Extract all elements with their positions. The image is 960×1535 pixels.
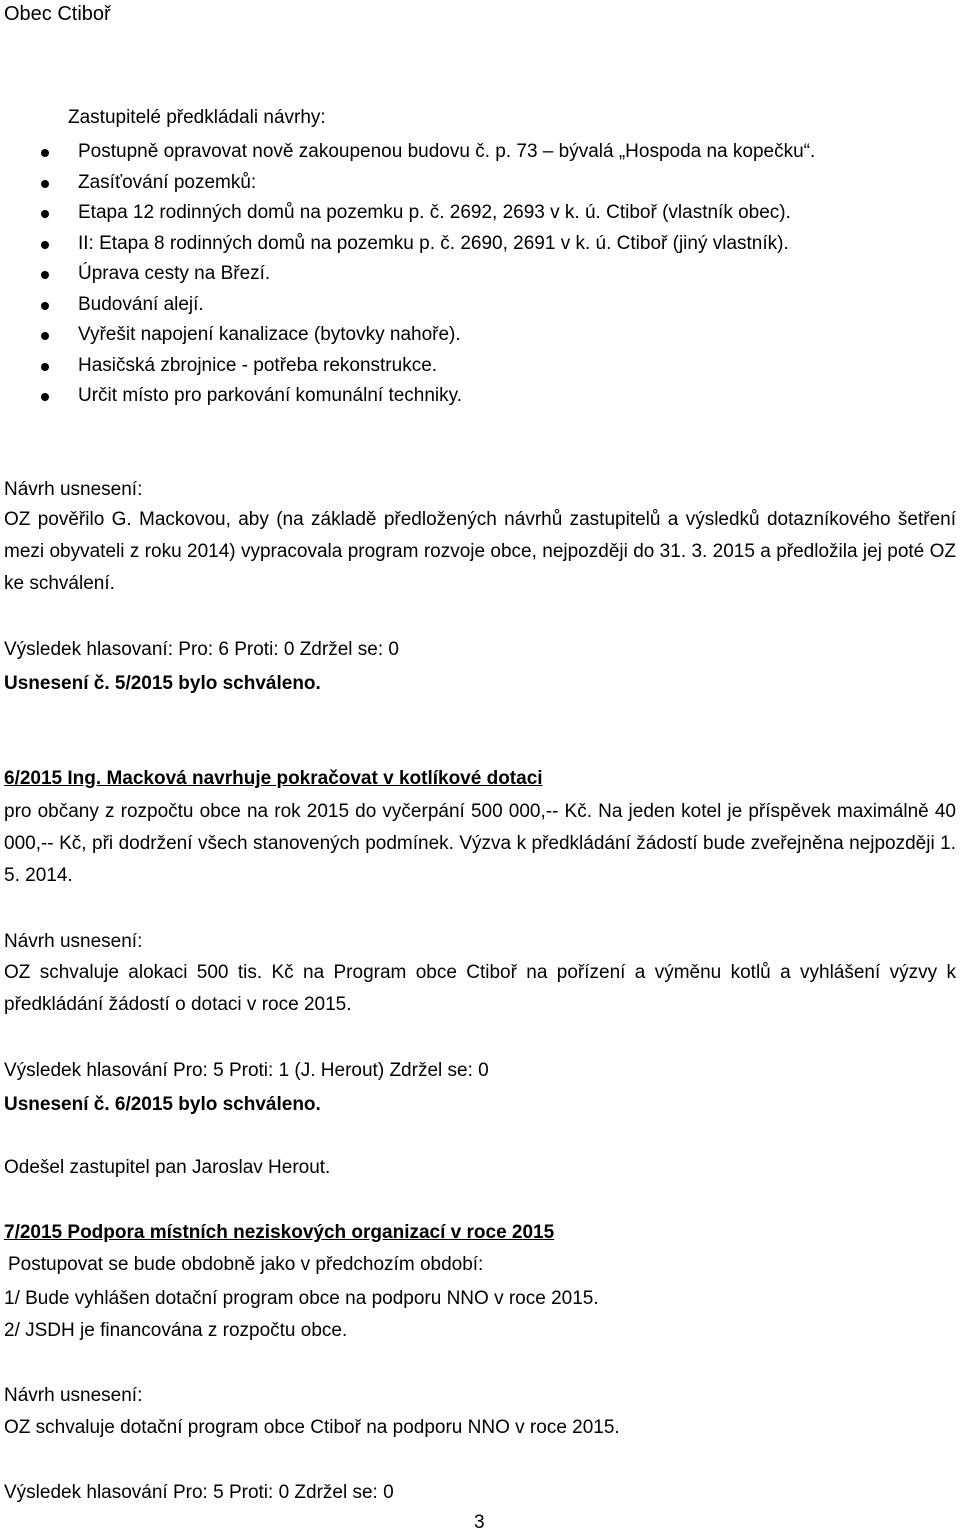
list-item: Zasíťování pozemků: bbox=[0, 171, 815, 202]
vote-result: Výsledek hlasování Pro: 5 Proti: 0 Zdržel se: 0 bbox=[4, 1482, 394, 1503]
approved-statement: Usnesení č. 6/2015 bylo schváleno. bbox=[4, 1094, 321, 1115]
section-line: 1/ Bude vyhlášen dotační program obce na podporu NNO v roce 2015. bbox=[4, 1288, 599, 1309]
resolution-label: Návrh usnesení: bbox=[4, 931, 143, 952]
note: Odešel zastupitel pan Jaroslav Herout. bbox=[4, 1157, 331, 1178]
resolution-text: OZ pověřilo G. Mackovou, aby (na základě předložených návrhů zastupitelů a výsledků dotazníkového šetření mezi obyvateli z roku 2014) vypracovala program rozvoje obce, nejpozději do 31. 3. 2015 a předložila jej poté OZ ke schválení. bbox=[4, 509, 956, 594]
list-item: Postupně opravovat nově zakoupenou budovu č. p. 73 – bývalá „Hospoda na kopečku“. bbox=[0, 140, 815, 171]
vote-result: Výsledek hlasovaní: Pro: 6 Proti: 0 Zdržel se: 0 bbox=[4, 639, 399, 660]
list-item: II: Etapa 8 rodinných domů na pozemku p. č. 2690, 2691 v k. ú. Ctiboř (jiný vlastník). bbox=[0, 232, 815, 263]
proposals-intro: Zastupitelé předkládali návrhy: bbox=[68, 107, 326, 128]
vote-result: Výsledek hlasování Pro: 5 Proti: 1 (J. Herout) Zdržel se: 0 bbox=[4, 1060, 489, 1081]
approved-statement: Usnesení č. 5/2015 bylo schváleno. bbox=[4, 673, 321, 694]
resolution-label: Návrh usnesení: bbox=[4, 1385, 143, 1406]
section-heading: 7/2015 Podpora místních neziskových organizací v roce 2015 bbox=[4, 1222, 555, 1243]
section-heading: 6/2015 Ing. Macková navrhuje pokračovat v kotlíkové dotaci bbox=[4, 768, 543, 789]
page-number: 3 bbox=[474, 1512, 485, 1533]
section-line: Postupovat se bude obdobně jako v předchozím období: bbox=[8, 1254, 484, 1275]
list-item: Úprava cesty na Březí. bbox=[0, 262, 815, 293]
section-body: pro občany z rozpočtu obce na rok 2015 do vyčerpání 500 000,-- Kč. Na jeden kotel je příspěvek maximálně 40 000,-- Kč, při dodržení všech stanovených podmínek. Výzva k předkládání žádostí bude zveřejněna nejpozději 1. 5. 2014. bbox=[4, 801, 956, 886]
resolution-text: OZ schvaluje alokaci 500 tis. Kč na Program obce Ctiboř na pořízení a výměnu kotlů a vyhlášení výzvy k předkládání žádostí o dotaci v roce 2015. bbox=[4, 962, 956, 1015]
list-item: Hasičská zbrojnice - potřeba rekonstrukce. bbox=[0, 354, 815, 385]
page-header: Obec Ctiboř bbox=[4, 3, 111, 25]
list-item: Etapa 12 rodinných domů na pozemku p. č. 2692, 2693 v k. ú. Ctiboř (vlastník obec). bbox=[0, 201, 815, 232]
resolution-label: Návrh usnesení: bbox=[4, 479, 143, 500]
resolution-text: OZ schvaluje dotační program obce Ctiboř na podporu NNO v roce 2015. bbox=[4, 1417, 620, 1438]
proposals-list bbox=[0, 140, 815, 415]
list-item: Určit místo pro parkování komunální techniky. bbox=[0, 384, 815, 415]
list-item: Budování alejí. bbox=[0, 293, 815, 324]
list-item: Vyřešit napojení kanalizace (bytovky nahoře). bbox=[0, 323, 815, 354]
section-line: 2/ JSDH je financována z rozpočtu obce. bbox=[4, 1320, 348, 1341]
